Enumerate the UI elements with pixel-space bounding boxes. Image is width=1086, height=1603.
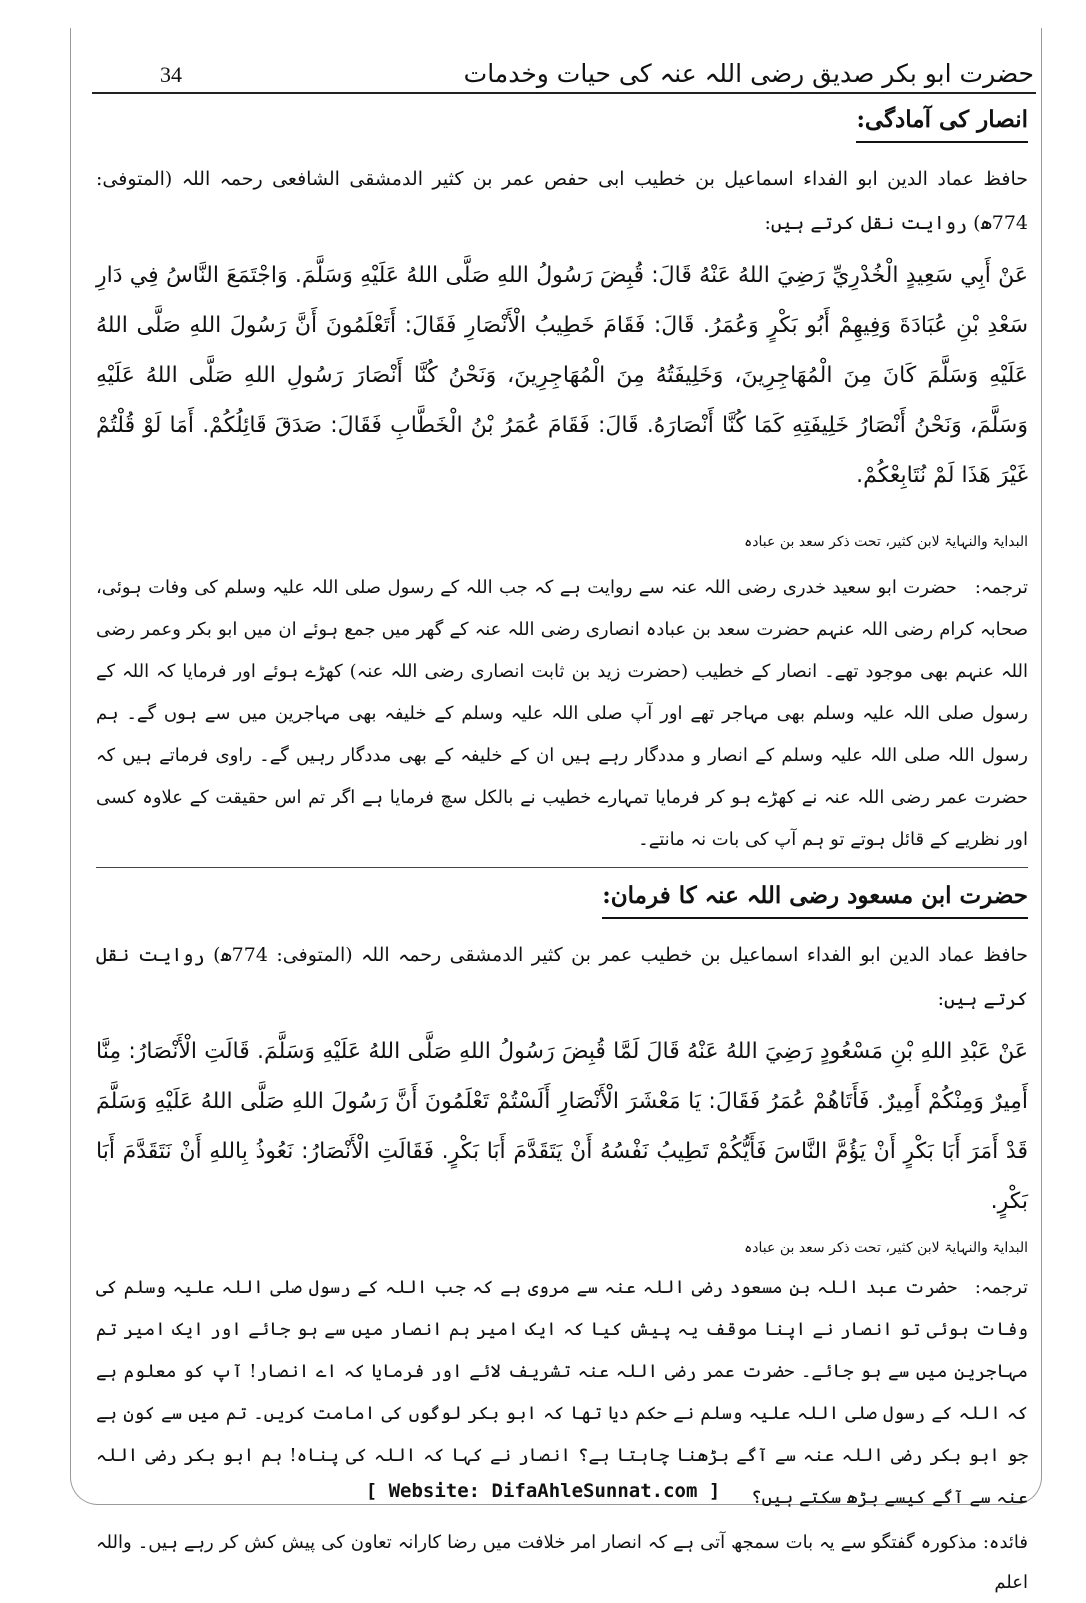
arabic-hadith-text: عَنْ عَبْدِ اللهِ بْنِ مَسْعُودٍ رَضِيَ اللهُ عَنْهُ قَالَ لَمَّا قُبِضَ رَسُولُ اللهِ صَلَّى اللهُ عَلَيْهِ وَسَلَّمَ. قَالَتِ الْأَنْصَارُ: مِنَّا أَمِيرٌ وَمِنْكُمْ أَمِيرٌ. فَأَتَاهُمْ عُمَرُ فَقَالَ: يَا مَعْشَرَ الْأَنْصَارِ أَلَسْتُمْ تَعْلَمُونَ أَنَّ رَسُولَ اللهِ صَلَّى اللهُ عَلَيْهِ وَسَلَّمَ قَدْ أَمَرَ أَبَا بَكْرٍ أَنْ يَؤُمَّ النَّاسَ فَأَيُّكُمْ تَطِيبُ نَفْسُهُ أَنْ يَتَقَدَّمَ أَبَا بَكْرٍ. فَقَالَتِ الْأَنْصَارُ: نَعُوذُ بِاللهِ أَنْ نَتَقَدَّمَ أَبَا بَكْرٍ. <box>96 1039 1028 1215</box>
page-header <box>90 40 1034 88</box>
page-body <box>96 100 1028 1603</box>
translation-text: حضرت ابو سعید خدری رضی اللہ عنہ سے روایت ہے کہ جب اللہ کے رسول صلی اللہ علیہ وسلم کی وفات ہوئی، صحابہ کرام رضی اللہ عنہم حضرت سعد بن عبادہ انصاری رضی اللہ عنہ کے گھر میں جمع ہوئے ان میں ابو بکر وعمر رضی اللہ عنہم بھی موجود تھے۔ انصار کے خطیب (حضرت زید بن ثابت انصاری رضی اللہ عنہ) کھڑے ہوئے اور فرمایا کہ اللہ کے رسول صلی اللہ علیہ وسلم بھی مہاجر تھے اور آپ صلی اللہ علیہ وسلم کے خلیفہ بھی مہاجرین میں سے ہوں گے۔ ہم رسول اللہ صلی اللہ علیہ وسلم کے انصار و مددگار رہے ہیں ان کے خلیفہ کے بھی مددگار رہیں گے۔ راوی فرماتے ہیں کہ حضرت عمر رضی اللہ عنہ نے کھڑے ہو کر فرمایا تمہارے خطیب نے بالکل سچ فرمایا ہے اگر تم اس حقیقت کے علاوہ کسی اور نظریے کے قائل ہوتے تو ہم آپ کی بات نہ مانتے۔ <box>96 577 1028 851</box>
website-footer: [ Website: DifaAhleSunnat.com ] <box>365 1480 721 1502</box>
translation-paragraph <box>96 567 1028 861</box>
header-rule <box>92 92 1036 94</box>
section-heading-ibn-masud: حضرت ابن مسعود رضی اللہ عنہ کا فرمان: <box>602 876 1028 919</box>
narration-intro: حافظ عماد الدین ابو الفداء اسماعیل بن خطیب عمر بن کثیر الدمشقی رحمہ اللہ (المتوفی: 774ھ) روایت نقل کرتے ہیں: <box>96 944 1028 1011</box>
book-title: حضرت ابو بکر صدیق رضی اللہ عنہ کی حیات وخدمات <box>463 59 1034 88</box>
benefit-note: فائدہ: مذکورہ گفتگو سے یہ بات سمجھ آتی ہے کہ انصار امر خلافت میں رضا کارانہ تعاون کی پیش کش کر رہے ہیں۔ واللہ اعلم <box>96 1532 1029 1594</box>
narration-intro: حافظ عماد الدین ابو الفداء اسماعیل بن خطیب ابی حفص عمر بن کثیر الدمشقی الشافعی رحمہ اللہ (المتوفی: 774ھ) روایت نقل کرتے ہیں: <box>96 168 1028 235</box>
translation-text: حضرت عبد اللہ بن مسعود رضی اللہ عنہ سے مروی ہے کہ جب اللہ کے رسول صلی اللہ علیہ وسلم کی وفات ہوئی تو انصار نے اپنا موقف یہ پیش کیا کہ ایک امیر ہم انصار میں سے ہو جائے اور ایک امیر تم مہاجرین میں سے ہو جائے۔ حضرت عمر رضی اللہ عنہ تشریف لائے اور فرمایا کہ اے انصار! آپ کو معلوم ہے کہ اللہ کے رسول صلی اللہ علیہ وسلم نے حکم دیا تھا کہ ابو بکر لوگوں کی امامت کریں۔ تم میں سے کون ہے جو ابو بکر رضی اللہ عنہ سے آگے بڑھنا چاہتا ہے؟ انصار نے کہا کہ اللہ کی پناہ! ہم ابو بکر رضی اللہ عنہ سے آگے کیسے بڑھ سکتے ہیں؟ <box>96 1277 1028 1509</box>
arabic-hadith-text: عَنْ أَبِي سَعِيدٍ الْخُدْرِيِّ رَضِيَ اللهُ عَنْهُ قَالَ: قُبِضَ رَسُولُ اللهِ صَلَّى اللهُ عَلَيْهِ وَسَلَّمَ. وَاجْتَمَعَ النَّاسُ فِي دَارِ سَعْدِ بْنِ عُبَادَةَ وَفِيهِمْ أَبُو بَكْرٍ وَعُمَرُ. قَالَ: فَقَامَ خَطِيبُ الْأَنْصَارِ فَقَالَ: أَتَعْلَمُونَ أَنَّ رَسُولَ اللهِ صَلَّى اللهُ عَلَيْهِ وَسَلَّمَ كَانَ مِنَ الْمُهَاجِرِينَ، وَخَلِيفَتُهُ مِنَ الْمُهَاجِرِينَ، وَنَحْنُ كُنَّا أَنْصَارَ رَسُولِ اللهِ صَلَّى اللهُ عَلَيْهِ وَسَلَّمَ، وَنَحْنُ أَنْصَارُ خَلِيفَتِهِ كَمَا كُنَّا أَنْصَارَهُ. قَالَ: فَقَامَ عُمَرُ بْنُ الْخَطَّابِ فَقَالَ: صَدَقَ قَائِلُكُمْ. أَمَا لَوْ قُلْتُمْ غَيْرَ هَذَا لَمْ نُتَابِعْكُمْ. <box>96 263 1028 489</box>
section-divider <box>96 867 1028 868</box>
reference-citation: البدایۃ والنہایۃ لابن کثیر، تحت ذکر سعد بن عبادہ <box>744 1240 1028 1257</box>
translation-label: ترجمہ: <box>974 577 1028 599</box>
section-heading-ansar: انصار کی آمادگی: <box>856 100 1028 143</box>
translation-label: ترجمہ: <box>974 1277 1028 1299</box>
reference-citation: البدایۃ والنہایۃ لابن کثیر، تحت ذکر سعد بن عبادہ <box>744 534 1028 551</box>
page-number: 34 <box>160 62 182 87</box>
